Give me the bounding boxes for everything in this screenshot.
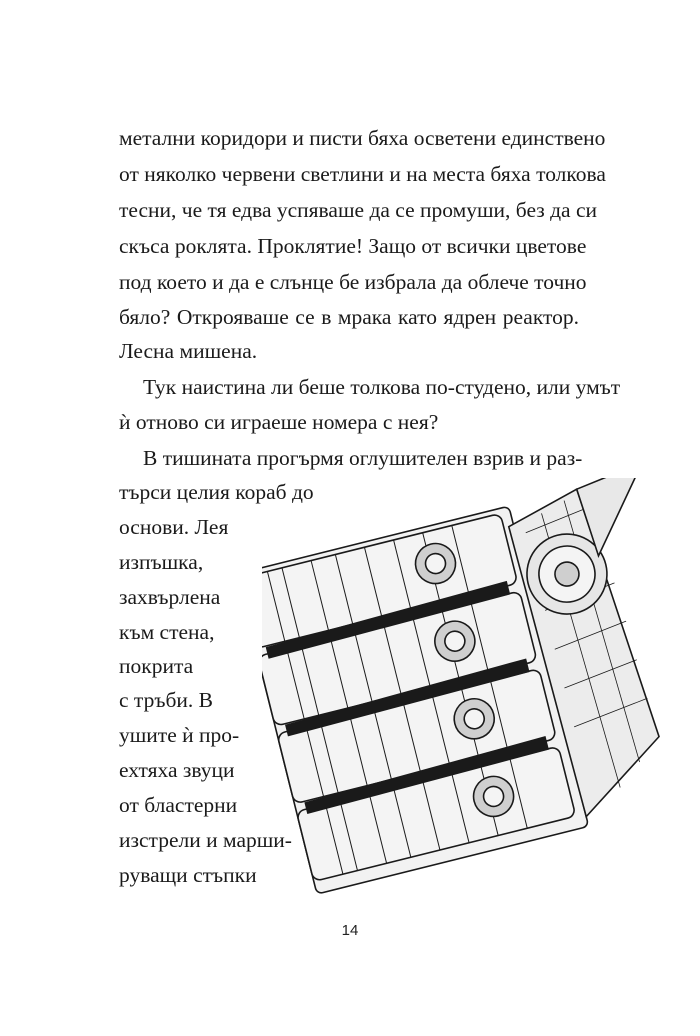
text-line: тесни, че тя едва успяваше да се промуши, без да си [119, 198, 598, 222]
text-line: от няколко червени светлини и на места бяха толкова [119, 162, 606, 186]
text-line: под което и да е слънце бе избрала да облече точно [119, 270, 587, 294]
text-line: ѝ отново си играеше номера с нея? [119, 410, 439, 434]
text-line: от бластерни [119, 793, 238, 817]
text-line: основи. Лея [119, 515, 229, 539]
starship-illustration-icon [262, 478, 700, 898]
text-line: бяло? Открояваше се в мрака като ядрен реактор. [119, 305, 579, 329]
text-line: изпъшка, [119, 550, 204, 574]
text-line: ехтяха звуци [119, 758, 235, 782]
text-line: към стена, [119, 620, 215, 644]
text-line: руващи стъпки [119, 863, 257, 887]
paragraph-first-line: Тук наистина ли беше толкова по-студено, или умът [143, 375, 621, 399]
text-line: скъса роклята. Проклятие! Защо от всички цветове [119, 234, 587, 258]
page-number: 14 [341, 922, 359, 939]
text-line: търси целия кораб до [119, 480, 314, 504]
text-line: покрита [119, 654, 194, 678]
text-line: с тръби. В [119, 688, 213, 712]
text-line: захвърлена [119, 585, 221, 609]
text-line: Лесна мишена. [119, 339, 258, 363]
text-line: метални коридори и писти бяха осветени единствено [119, 126, 606, 150]
text-line: изстрели и марши- [119, 828, 292, 852]
text-line: ушите ѝ про- [119, 723, 240, 747]
paragraph-first-line: В тишината прогърмя оглушителен взрив и раз- [143, 446, 583, 470]
